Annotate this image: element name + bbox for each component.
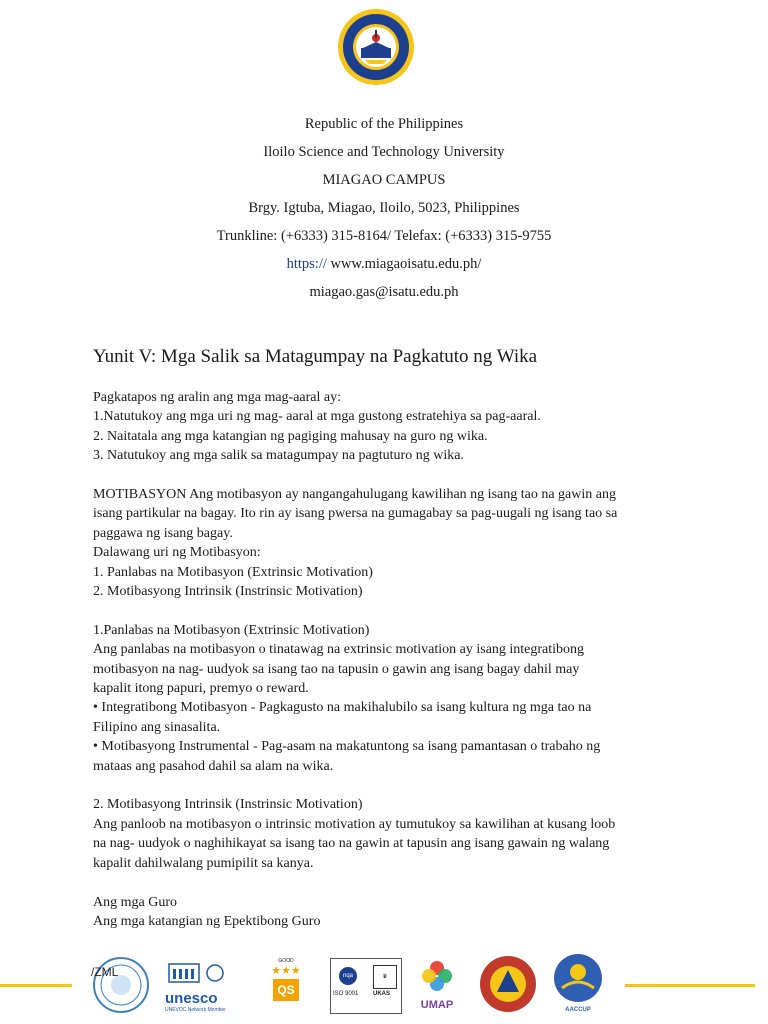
ukas-label: UKAS (373, 991, 391, 997)
text-line: Ang mga katangian ng Epektibong Guro (93, 913, 321, 929)
header-republic: Republic of the Philippines (304, 116, 464, 132)
iso-label: ISO 9001 (333, 991, 359, 997)
umap-flower-icon (419, 958, 455, 994)
unesco-temple-icon (165, 960, 241, 986)
teachers-section (93, 893, 693, 932)
letterhead (0, 114, 768, 310)
header-website[interactable] (0, 254, 768, 282)
text-line: Filipino ang sinasalita. (93, 719, 221, 735)
text-line: 2. Motibasyong Intrinsik (Instrinsic Motivation) (93, 797, 363, 813)
text-line: MOTIBASYON Ang motibasyon ay nangangahulugang kawilihan ng isang tao na gawin ang (93, 487, 616, 503)
qs-badge: QS (273, 979, 299, 1001)
header-campus: MIAGAO CAMPUS (322, 172, 446, 188)
motivation-section (93, 485, 693, 601)
zml-watermark: /ZML (91, 965, 119, 979)
header-email: miagao.gas@isatu.edu.ph (309, 284, 459, 300)
umap-logo (415, 958, 459, 1016)
header-phone: Trunkline: (+6333) 315-8164/ Telefax: (+6333) 315-9755 (216, 228, 552, 244)
unevoc-caption: UNEVOC Network Member (165, 1007, 226, 1013)
text-line: isang partikular na bagay. Ito rin ay isang pwersa na gumagabay sa pag-uugali ng isang tao sa (93, 506, 618, 522)
star-rating-icon: ★★★ (271, 965, 301, 977)
umap-wordmark: UMAP (420, 999, 454, 1011)
text-line: 2. Naitatala ang mga katangian ng pagiging mahusay na guro ng wika. (93, 428, 488, 444)
crown-icon: ♛ (373, 965, 397, 989)
text-line: na nag- uudyok o naghihikayat sa isang tao na gawin at tapusin ang isang gawain ng walang (93, 836, 610, 852)
aaccup-label: AACCUP (565, 1007, 591, 1013)
intrinsic-section (93, 795, 693, 873)
text-line: kapalit dahilwalang pumipilit sa kanya. (93, 855, 314, 871)
extrinsic-section (93, 621, 693, 776)
website-url[interactable]: www.miagaoisatu.edu.ph/ (326, 256, 482, 272)
university-seal-logo (335, 8, 417, 86)
text-line: Ang panlabas na motibasyon o tinatawag na extrinsic motivation ay isang integratibong (93, 642, 585, 658)
document-title: Yunit V: Mga Salik sa Matagumpay na Pagkatuto ng Wika (93, 346, 538, 367)
text-line: Pagkatapos ng aralin ang mga mag-aaral ay: (93, 390, 342, 405)
text-line: 1.Natutukoy ang mga uri ng mag- aaral at mga gustong estratehiya sa pag-aaral. (93, 409, 541, 425)
footer-logos (0, 950, 768, 1020)
footer-line-left (0, 984, 72, 987)
website-prefix[interactable]: https:// (286, 256, 327, 272)
unesco-wordmark: unesco (165, 990, 218, 1007)
text-line: motibasyon na nag- uudyok sa isang tao na tapusin o gawin ang isang bagay dahil may (93, 661, 580, 677)
text-line: 1.Panlabas na Motibasyon (Extrinsic Motivation) (93, 622, 370, 638)
text-line: • Integratibong Motibasyon - Pagkagusto na makihalubilo sa isang kultura ng mga tao na (93, 700, 592, 716)
text-line: Ang mga Guro (93, 894, 177, 910)
objectives-section (93, 388, 693, 466)
aaccup-logo (548, 952, 608, 1014)
text-line: 1. Panlabas na Motibasyon (Extrinsic Motivation) (93, 564, 373, 580)
qs-stars-logo (264, 958, 308, 1018)
header-address: Brgy. Igtuba, Miagao, Iloilo, 5023, Philippines (248, 200, 520, 216)
footer-line-right (625, 984, 755, 987)
document-body (93, 388, 693, 951)
qs-good-label: GOOD (278, 958, 294, 964)
unesco-logo (165, 960, 241, 1016)
text-line: Dalawang uri ng Motibasyon: (93, 545, 261, 561)
text-line: 3. Natutukoy ang mga salik sa matagumpay na pagtuturo ng wika. (93, 448, 464, 464)
nqa-icon: nqa (339, 967, 357, 985)
text-line: kapalit itong papuri, premyo o reward. (93, 681, 309, 697)
text-line: paggawa ng isang bagay. (93, 525, 233, 541)
text-line: 2. Motibasyong Intrinsik (Instrinsic Motivation) (93, 584, 363, 600)
text-line: Ang panloob na motibasyon o intrinsic motivation ay tumutukoy sa kawilihan at kusang loob (93, 816, 616, 832)
header-university: Iloilo Science and Technology University (263, 144, 505, 160)
text-line: mataas ang pasahod dahil sa alam na wika. (93, 758, 334, 774)
gear-emblem-icon (477, 952, 539, 1016)
aaccup-emblem-icon (548, 952, 608, 1002)
text-line: • Motibasyong Instrumental - Pag-asam na makatuntong sa isang pamantasan o trabaho ng (93, 739, 601, 755)
iso-ukas-logo (330, 958, 402, 1014)
